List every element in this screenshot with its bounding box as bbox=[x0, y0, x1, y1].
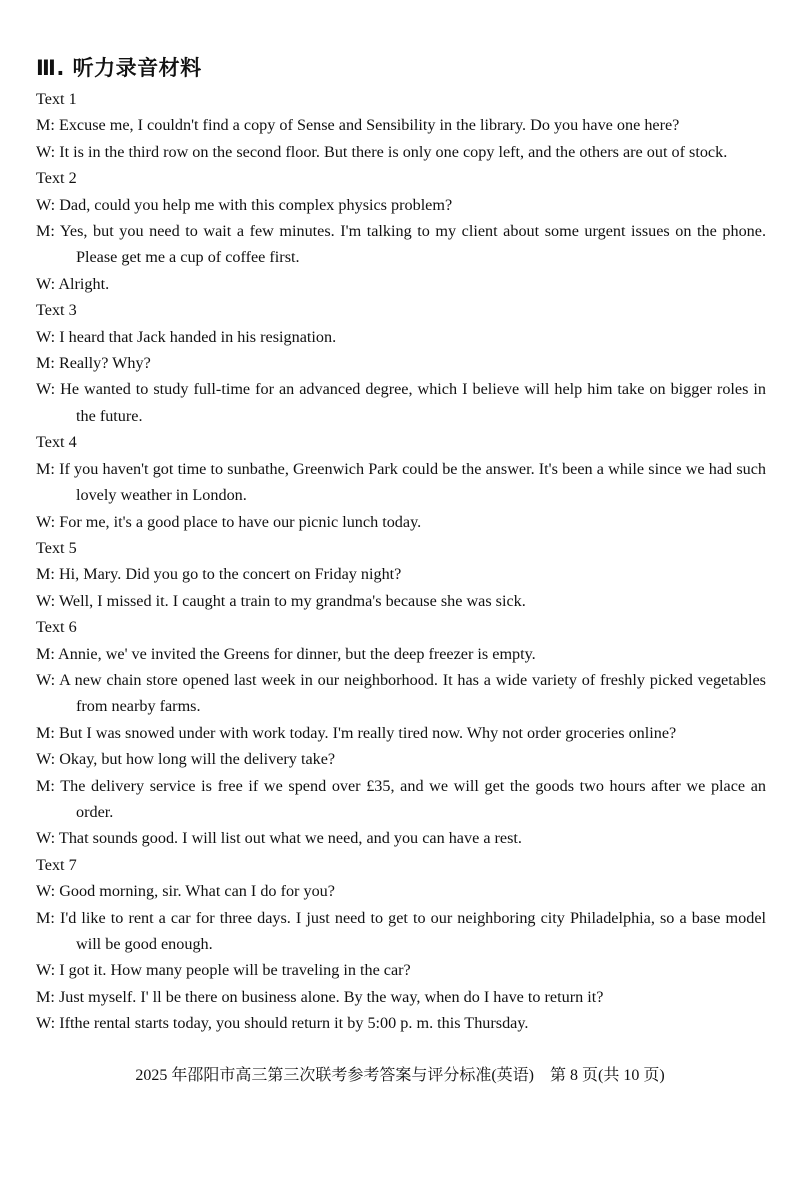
text-block-3 bbox=[36, 297, 766, 429]
dialogue-line: M: The delivery service is free if we spend over £35, and we will get the goods two hours after we place an order. bbox=[36, 776, 766, 821]
text-block-7 bbox=[36, 852, 766, 1037]
dialogue-line: M: If you haven't got time to sunbathe, Greenwich Park could be the answer. It's been a while since we had such lovely weather in London. bbox=[36, 459, 766, 505]
dialogue-line: M: Excuse me, I couldn't find a copy of Sense and Sensibility in the library. Do you have one here? bbox=[36, 116, 680, 135]
dialogue-line: M: Yes, but you need to wait a few minutes. I'm talking to my client about some urgent issues on the phone. Please get me a cup of coffee first. bbox=[36, 222, 766, 267]
text-block-1 bbox=[36, 86, 766, 165]
dialogue-line: W: For me, it's a good place to have our picnic lunch today. bbox=[36, 512, 422, 531]
dialogue-line: W: A new chain store opened last week in our neighborhood. It has a wide variety of freshly picked vegetables from nearby farms. bbox=[36, 670, 766, 716]
text-label: Text 7 bbox=[36, 855, 77, 874]
dialogue-line: W: Well, I missed it. I caught a train to my grandma's because she was sick. bbox=[36, 591, 526, 610]
text-block-5 bbox=[36, 535, 766, 614]
dialogue-line: W: Good morning, sir. What can I do for you? bbox=[36, 882, 335, 901]
section-title: Ⅲ. 听力录音材料 bbox=[36, 56, 202, 80]
dialogue-line: M: Hi, Mary. Did you go to the concert on Friday night? bbox=[36, 565, 402, 584]
text-block-4 bbox=[36, 429, 766, 535]
dialogue-line: W: Alright. bbox=[36, 274, 110, 293]
page-footer: 2025 年邵阳市高三第三次联考参考答案与评分标准(英语) 第 8 页(共 10 页) bbox=[135, 1067, 665, 1084]
text-label: Text 2 bbox=[36, 169, 77, 188]
transcript-body bbox=[36, 86, 766, 1037]
text-label: Text 5 bbox=[36, 538, 77, 557]
dialogue-line: W: He wanted to study full-time for an advanced degree, which I believe will help him take on bigger roles in the future. bbox=[36, 380, 766, 425]
dialogue-line: W: Dad, could you help me with this complex physics problem? bbox=[36, 195, 453, 214]
dialogue-line: M: I'd like to rent a car for three days. I just need to get to our neighboring city Philadelphia, so a base model will be good enough. bbox=[36, 908, 766, 953]
dialogue-line: M: Annie, we' ve invited the Greens for dinner, but the deep freezer is empty. bbox=[36, 644, 536, 663]
dialogue-line: W: I got it. How many people will be traveling in the car? bbox=[36, 961, 411, 980]
dialogue-line: W: That sounds good. I will list out what we need, and you can have a rest. bbox=[36, 829, 522, 848]
text-label: Text 4 bbox=[36, 433, 77, 452]
dialogue-line: W: Ifthe rental starts today, you should return it by 5:00 p. m. this Thursday. bbox=[36, 1014, 529, 1033]
dialogue-line: W: Okay, but how long will the delivery take? bbox=[36, 750, 336, 769]
dialogue-line: M: Really? Why? bbox=[36, 354, 151, 373]
dialogue-line: W: It is in the third row on the second floor. But there is only one copy left, and the others are out of stock. bbox=[36, 142, 728, 161]
text-label: Text 1 bbox=[36, 90, 77, 108]
text-block-2 bbox=[36, 165, 766, 297]
text-label: Text 3 bbox=[36, 301, 77, 320]
text-block-6 bbox=[36, 614, 766, 852]
dialogue-line: M: Just myself. I' ll be there on business alone. By the way, when do I have to return it? bbox=[36, 987, 604, 1006]
dialogue-line: W: I heard that Jack handed in his resignation. bbox=[36, 327, 337, 346]
dialogue-line: M: But I was snowed under with work today. I'm really tired now. Why not order groceries online? bbox=[36, 723, 677, 742]
text-label: Text 6 bbox=[36, 618, 77, 637]
